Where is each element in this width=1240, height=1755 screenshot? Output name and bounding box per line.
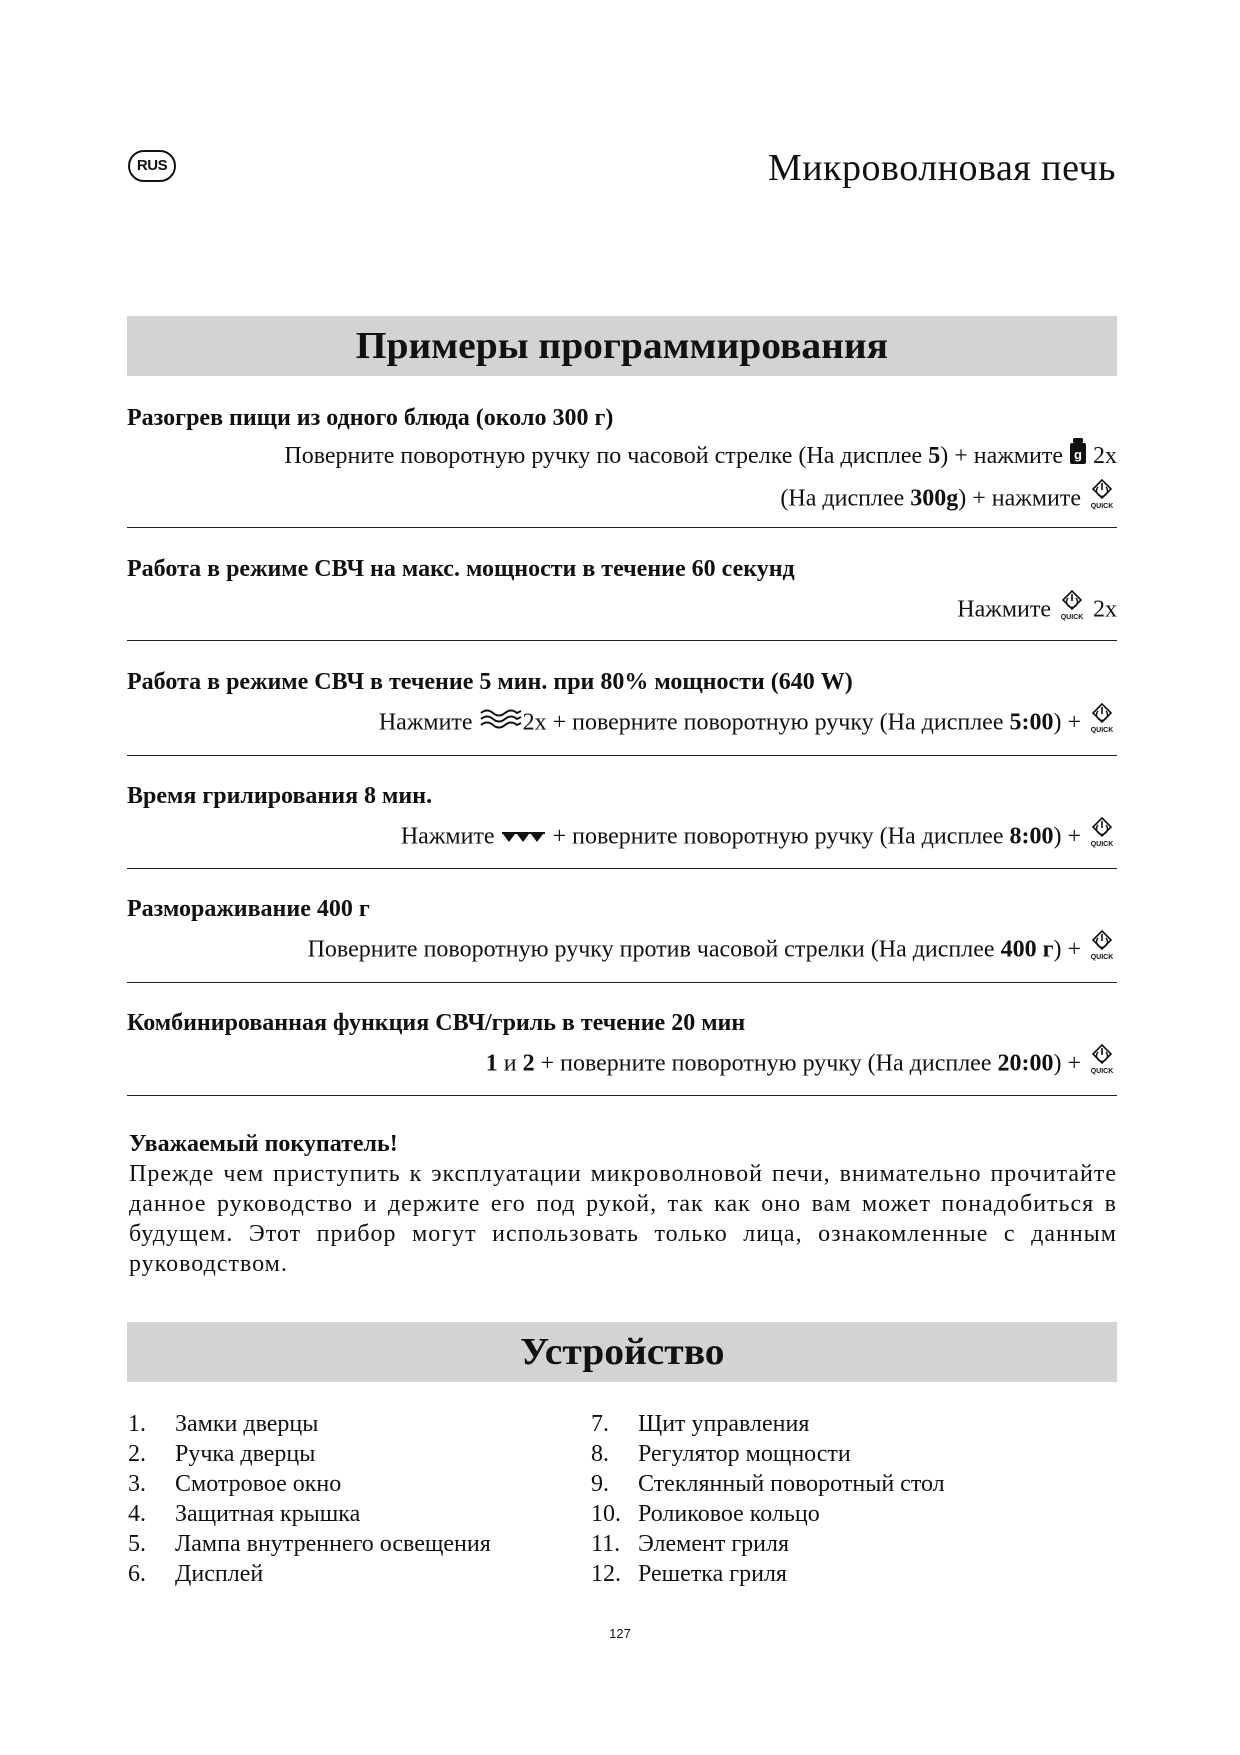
divider	[127, 1095, 1117, 1096]
list-item: 4. Защитная крышка	[128, 1501, 361, 1527]
example-title: Разогрев пищи из одного блюда (около 300 г)	[127, 405, 614, 431]
parts-list-right	[591, 1409, 945, 1589]
list-item: 8. Регулятор мощности	[591, 1441, 851, 1467]
example-instruction: Поверните поворотную ручку по часовой стрелке (На дисплее 5) + нажмите g 2x	[127, 437, 1117, 477]
quick-start-icon	[1087, 477, 1117, 523]
list-item: 6. Дисплей	[128, 1561, 264, 1587]
example-instruction: Нажмите 2x + поверните поворотную ручку (На дисплее 5:00) + QUICK	[127, 701, 1117, 747]
list-item: 11. Элемент гриля	[591, 1531, 790, 1557]
example-title: Время грилирования 8 мин.	[127, 783, 433, 809]
svg-text:QUICK: QUICK	[1090, 727, 1114, 734]
list-item: 10. Роликовое кольцо	[591, 1501, 820, 1527]
list-item: 12. Решетка гриля	[591, 1561, 787, 1587]
svg-text:QUICK: QUICK	[1090, 503, 1114, 511]
example-reheat	[127, 399, 1117, 523]
language-badge: RUS	[128, 150, 176, 182]
example-instruction: Нажмите + поверните поворотную ручку (На дисплее 8:00) + QUICK	[127, 815, 1117, 861]
notice-body: Прежде чем приступить к эксплуатации микроволновой печи, внимательно прочитайте данное руководство и держите его под рукой, так как оно вам может понадобиться в будущем. Этот прибор могут использовать только лица, ознакомленные с данным руководством.	[129, 1161, 1117, 1277]
quick-start-icon	[1087, 815, 1117, 861]
document-title: Микроволновая печь	[767, 147, 1116, 189]
divider	[127, 640, 1117, 641]
svg-text:QUICK: QUICK	[1090, 1068, 1114, 1075]
svg-text:QUICK: QUICK	[1090, 954, 1114, 961]
customer-notice	[129, 1129, 1117, 1279]
example-title: Размораживание 400 г	[127, 896, 370, 922]
svg-text:QUICK: QUICK	[1090, 841, 1114, 848]
example-title: Работа в режиме СВЧ на макс. мощности в течение 60 секунд	[127, 556, 795, 582]
list-item: 2. Ручка дверцы	[128, 1441, 316, 1467]
divider	[127, 982, 1117, 983]
divider	[127, 868, 1117, 869]
quick-start-icon	[1087, 701, 1117, 747]
example-microwave-80	[127, 663, 1117, 747]
parts-list-left	[128, 1409, 491, 1589]
example-instruction: (На дисплее 300g) + нажмите QUICK	[127, 477, 1117, 523]
list-item: 3. Смотровое окно	[128, 1471, 342, 1497]
divider	[127, 527, 1117, 528]
list-item: 5. Лампа внутреннего освещения	[128, 1531, 491, 1557]
example-defrost	[127, 890, 1117, 974]
page-number: 127	[609, 1626, 631, 1641]
notice-title: Уважаемый покупатель!	[129, 1131, 398, 1157]
section-heading-programming-examples: Примеры программирования	[127, 316, 1117, 376]
svg-text:g: g	[1074, 447, 1082, 463]
example-max-power	[127, 550, 1117, 634]
example-instruction: 1 и 2 + поверните поворотную ручку (На дисплее 20:00) + QUICK	[127, 1042, 1117, 1088]
weight-icon	[1069, 437, 1087, 477]
example-instruction: Поверните поворотную ручку против часовой стрелки (На дисплее 400 г) + QUICK	[127, 928, 1117, 974]
svg-text:QUICK: QUICK	[1060, 614, 1084, 621]
list-item: 7. Щит управления	[591, 1411, 810, 1437]
quick-start-icon	[1087, 1042, 1117, 1088]
quick-start-icon	[1087, 928, 1117, 974]
divider	[127, 755, 1117, 756]
microwave-power-icon	[479, 705, 523, 743]
section-heading-device: Устройство	[127, 1322, 1117, 1382]
example-title: Работа в режиме СВЧ в течение 5 мин. при 80% мощности (640 W)	[127, 669, 853, 695]
example-grill	[127, 777, 1117, 861]
quick-start-icon	[1057, 588, 1087, 634]
list-item: 1. Замки дверцы	[128, 1411, 319, 1437]
grill-icon	[501, 819, 547, 857]
list-item: 9. Стеклянный поворотный стол	[591, 1471, 945, 1497]
example-instruction: Нажмите QUICK 2x	[127, 588, 1117, 634]
example-combi	[127, 1004, 1117, 1088]
example-title: Комбинированная функция СВЧ/гриль в течение 20 мин	[127, 1010, 746, 1036]
